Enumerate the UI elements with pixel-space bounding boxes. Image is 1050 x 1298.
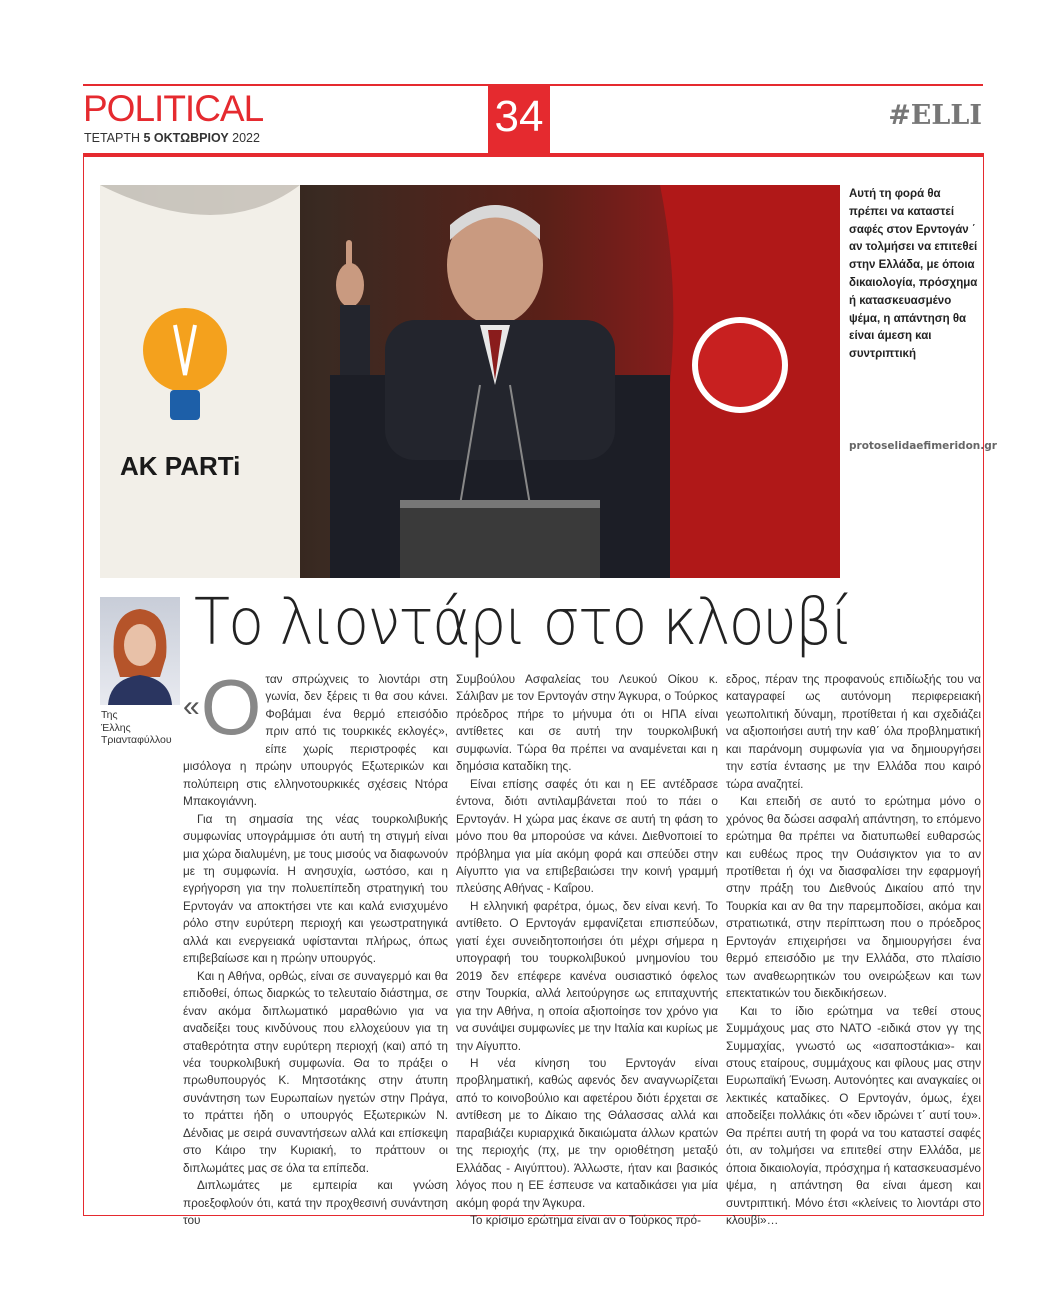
paragraph: Συμβούλου Ασφαλείας του Λευκού Οίκου κ. Σάλιβαν με τον Ερντογάν στην Άγκυρα, ο Τούρκος πρόεδρος πήρε το μήνυμα ότι οι ΗΠΑ είναι αντίθετες και σε αυτή την τουρκολιβυκή συμφωνία. Τώρα θα πρέπει να αναμένεται και η δημόσια καταδίκη της. [456,672,718,774]
article-photo [100,185,840,578]
author-byline [101,709,176,747]
date-day-month: 5 ΟΚΤΩΒΡΙΟΥ [143,131,229,145]
opening-quote: « [183,690,200,724]
drop-cap [183,663,262,751]
author-photo [100,597,180,705]
page-number: 34 [488,84,550,156]
paragraph: Η ελληνική φαρέτρα, όμως, δεν είναι κενή. Το αντίθετο. Ο Ερντογάν εμφανίζεται επισπεύδων, γιατί έχει συνειδητοποιήσει ότι μέχρι σήμερα η υπογραφή του τουρκολιβυκού μνημονίου του 2019 δεν επέφερε κανένα ουσιαστικό όφελος στην Τουρκία, αλλά λειτούργησε ως επιταχυντής για την Αθήνα, η οποία αξιοποίησε τον χρόνο για να συνάψει συμφωνίες με την Ιταλία και κυρίως με την Αίγυπτο. [456,898,718,1053]
date-year: 2022 [228,131,260,145]
paragraph: Το κρίσιμο ερώτημα είναι αν ο Τούρκος πρό- [470,1213,702,1228]
paragraph: Η νέα κίνηση του Ερντογάν είναι προβληματική, καθώς αφενός δεν αναγνωρίζεται από το κοινοβούλιο και αφετέρου διότι έρχεται σε αντίθεση με το Δίκαιο της Θάλασσας αλλά και παραβιάζει κυριαρχικά δικαιώματα άλλων κρατών της περιοχής (πχ, με την οριοθέτηση μεταξύ Ελλάδας - Αιγύπτου). Άλλωστε, ήταν και βασικός λόγος που η ΕΕ έσπευσε να καταδικάσει για μία ακόμη φορά την Άγκυρα. [456,1055,718,1210]
issue-date [84,131,260,145]
article-column-1 [183,663,448,1230]
author-portrait [100,597,180,705]
author-name: Έλλης Τριανταφύλλου [101,721,172,746]
article-column-2 [456,671,718,1230]
erdogan-podium-illustration [100,185,840,578]
photo-caption: Αυτή τη φορά θα πρέπει να καταστεί σαφές στον Ερντογάν ΄ αν τολμήσει να επιτεθεί στην Ελλάδα, με όποια δικαιολογία, πρόσχημα ή κατασκευασμένο ψέμα, η απάντηση θα είναι άμεση και συντριπτική [849,188,978,361]
section-title: POLITICAL [83,88,264,129]
paragraph: Και η Αθήνα, ορθώς, είναι σε συναγερμό και θα επιδοθεί, όπως διαρκώς το τελευταίο διάστημα, σε έναν ακόμα διπλωματικό μαραθώνιο για να αναδείξει τους κινδύνους που ελλοχεύουν για τη σταθερότητα στην ευρύτερη περιοχή (και) από τη νέα τουρκολιβυκή συμφωνία. Θα το πράξει ο πρωθυπουργός Κ. Μητσοτάκης στην άτυπη συνάντηση των Ευρωπαίων ηγετών στην Πράγα, το πράττει ήδη ο υπουργός Εξωτερικών Ν. Δένδιας με σειρά συναντήσεων αλλά και επίσκεψη στο Κάιρο την Κυριακή, το πράττουν οι διπλωμάτες μας σε όλα τα επίπεδα. [183,968,448,1175]
headline: Το λιοντάρι στο κλουβί [194,586,852,660]
paragraph: ταν σπρώχνεις το λιοντάρι στη γωνία, δεν ξέρεις τι θα σου κάνει. Φοβάμαι ένα θερμό επεισόδιο πριν από τις τουρκικές εκλογές», είπε χωρίς περιστροφές και μισόλογα η πρώην υπουργός Εξωτερικών και πολύπειρη στις ελληνοτουρκικές σχέσεις Ντόρα Μπακογιάννη. [183,672,448,809]
drop-cap-letter: Ο [200,663,262,751]
byline-prefix: Της [101,709,118,721]
column-tag: #ELLI [888,100,982,131]
article-column-3 [726,671,981,1230]
paragraph: Διπλωμάτες με εμπειρία και γνώση προεξοφλούν ότι, κατά την προχθεσινή συνάντηση του [183,1178,448,1228]
watermark: protoselidaefimeridon.gr [849,440,997,452]
paragraph: Είναι επίσης σαφές ότι και η ΕΕ αντέδρασε έντονα, διότι αντιλαμβάνεται πού το πάει ο Ερντογάν. Η χώρα μας έκανε σε αυτή τη φάση το μόνο που θα μπορούσε να κάνει. Διεθνοποιεί το πρόβλημα για μία ακόμη φορά και σπεύδει στην Αίγυπτο για να επιβεβαιώσει την κοινή γραμμή πλεύσης Αθήνας - Καΐρου. [456,776,718,896]
paragraph: Για τη σημασία της νέας τουρκολιβυκής συμφωνίας υπογράμμισε ότι αυτή τη στιγμή είναι μια χώρα διαλυμένη, με τους μισούς να διαφωνούν με τη συμφωνία. Η ανησυχία, ωστόσο, και η εγρήγορση για την πολυεπίπεδη στρατηγική του Ερντογάν να αποκτήσει ντε και καλά ενισχυμένο ρόλο στην ευρύτερη περιοχή και γεωστρατηγικά αλλά και ενεργειακά υφίστανται πλήρως, όπως επιβεβαίωσε και η πρώην υπουργός. [183,811,448,966]
paragraph: Και επειδή σε αυτό το ερώτημα μόνο ο χρόνος θα δώσει ασφαλή απάντηση, το επόμενο ερώτημα θα πρέπει να διατυπωθεί ευθαρσώς και ευθέως προς την Ουάσιγκτον για το αν προτίθεται ή όχι να διασφαλίσει την εφαρμογή στην πράξη του Διεθνούς Δικαίου από την Τουρκία και αν θα την παρεμποδίσει, ακόμα και στρατιωτικά, στην περίπτωση που ο πρόεδρος Ερντογάν επιχειρήσει να δημιουργήσει ένα θερμό επεισόδιο με την Ελλάδα, στο πλαίσιο των αναθεωρητικών του ονειρώξεων και των επεκτατικών του διεκδικήσεων. [726,794,981,1001]
paragraph: Και το ίδιο ερώτημα να τεθεί στους Συμμάχους μας στο ΝΑΤΟ -ειδικά στον γγ της Συμμαχίας, γνωστό ως «ισαποστάκια»- και στους εταίρους, συμμάχους και φίλους μας στην Ευρωπαϊκή Ένωση. Αυτονόητες και αναγκαίες οι λεκτικές καταδίκες. Ο Ερντογάν, όμως, έχει αποδείξει πολλάκις ότι «δεν ιδρώνει τ΄ αυτί του». Θα πρέπει αυτή τη φορά να του καταστεί σαφές ότι, αν τολμήσει να επιτεθεί στην Ελλάδα, με όποια δικαιολογία, πρόσχημα ή κατασκευασμένο ψέμα, η απάντηση θα είναι άμεση και συντριπτική. Μόνο έτσι «κλείνεις το λιοντάρι στο κλουβί»… [726,1003,981,1228]
podium-sign: AK PARTi [120,451,241,481]
paragraph: εδρος, πέραν της προφανούς επιδίωξής του να καταγραφεί ως αυτόνομη περιφερειακή γεωπολιτική δύναμη, προτίθεται ή και σχεδιάζει να αξιοποιήσει αυτή την καθ΄ όλα προβληματική και παράνομη συμφωνία για να δημιουργήσει την εστία έντασης με την Ελλάδα που καιρό τώρα αναζητεί. [726,672,981,791]
date-weekday: ΤΕΤΑΡΤΗ [84,131,144,145]
